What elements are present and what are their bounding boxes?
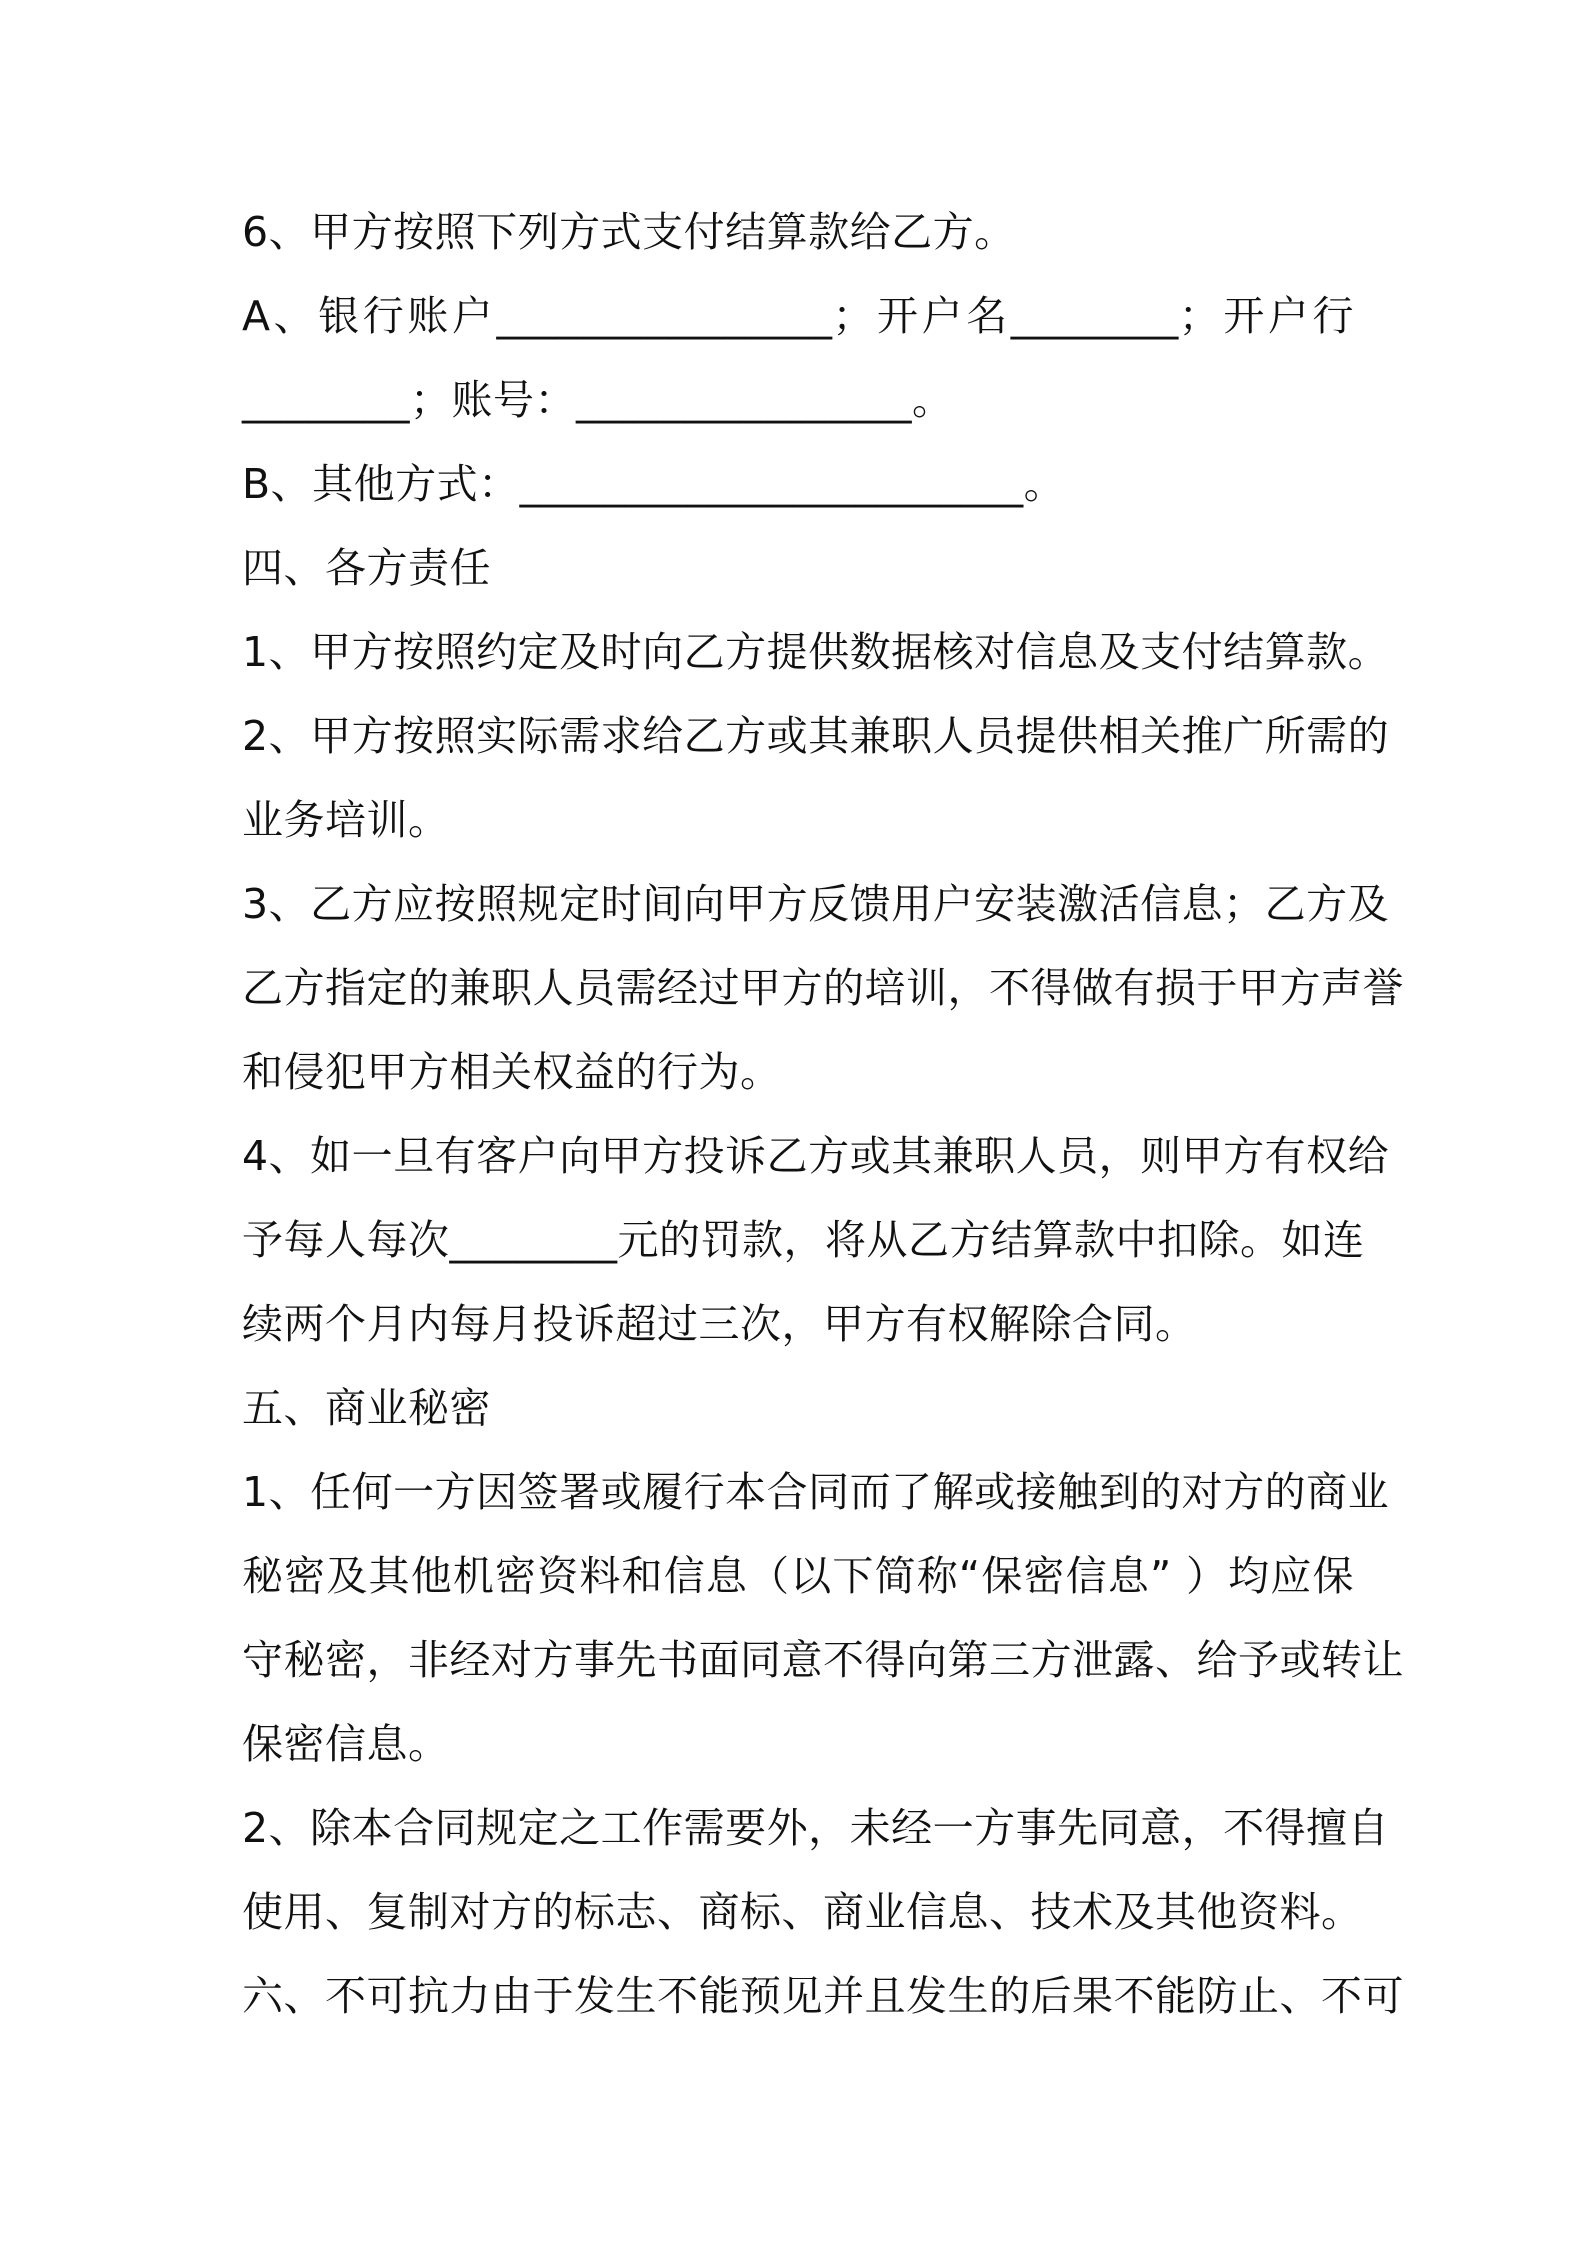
section-6-heading-line: 六、不可抗力由于发生不能预见并且发生的后果不能防止、不可 xyxy=(242,1972,1404,2020)
section-4-clause-1: 1、甲方按照约定及时向乙方提供数据核对信息及支付结算款。 xyxy=(242,628,1390,676)
section-4-clause-3-line-1: 3、乙方应按照规定时间向甲方反馈用户安装激活信息；乙方及 xyxy=(242,880,1390,928)
section-5-clause-2-line-1: 2、除本合同规定之工作需要外，未经一方事先同意，不得擅自 xyxy=(242,1804,1390,1852)
section-4-clause-4-line-2: 予每人每次________元的罚款，将从乙方结算款中扣除。如连 xyxy=(242,1216,1365,1264)
section-5-clause-1-line-3: 守秘密，非经对方事先书面同意不得向第三方泄露、给予或转让 xyxy=(242,1636,1404,1684)
section-5-clause-1-line-4: 保密信息。 xyxy=(242,1720,450,1768)
section-5-clause-1-line-2: 秘密及其他机密资料和信息（以下简称“保密信息” ）均应保 xyxy=(242,1552,1354,1600)
clause-6-payment-method: 6、甲方按照下列方式支付结算款给乙方。 xyxy=(242,208,1016,256)
section-5-heading: 五、商业秘密 xyxy=(242,1384,491,1432)
option-b-other-method: B、其他方式：________________________。 xyxy=(242,460,1066,508)
section-4-clause-2-line-1: 2、甲方按照实际需求给乙方或其兼职人员提供相关推广所需的 xyxy=(242,712,1390,760)
section-4-clause-3-line-3: 和侵犯甲方相关权益的行为。 xyxy=(242,1048,782,1096)
option-a-bank-account: A、银行账户________________；开户名________；开户行 xyxy=(242,292,1354,340)
section-4-clause-3-line-2: 乙方指定的兼职人员需经过甲方的培训，不得做有损于甲方声誉 xyxy=(242,964,1404,1012)
section-4-clause-2-line-2: 业务培训。 xyxy=(242,796,450,844)
section-5-clause-1-line-1: 1、任何一方因签署或履行本合同而了解或接触到的对方的商业 xyxy=(242,1468,1390,1516)
section-5-clause-2-line-2: 使用、复制对方的标志、商标、商业信息、技术及其他资料。 xyxy=(242,1888,1363,1936)
option-a-account-number: ________；账号：________________。 xyxy=(242,376,954,424)
section-4-heading: 四、各方责任 xyxy=(242,544,491,592)
section-4-clause-4-line-3: 续两个月内每月投诉超过三次，甲方有权解除合同。 xyxy=(242,1300,1197,1348)
section-4-clause-4-line-1: 4、如一旦有客户向甲方投诉乙方或其兼职人员，则甲方有权给 xyxy=(242,1132,1390,1180)
document-body xyxy=(242,190,1404,2038)
